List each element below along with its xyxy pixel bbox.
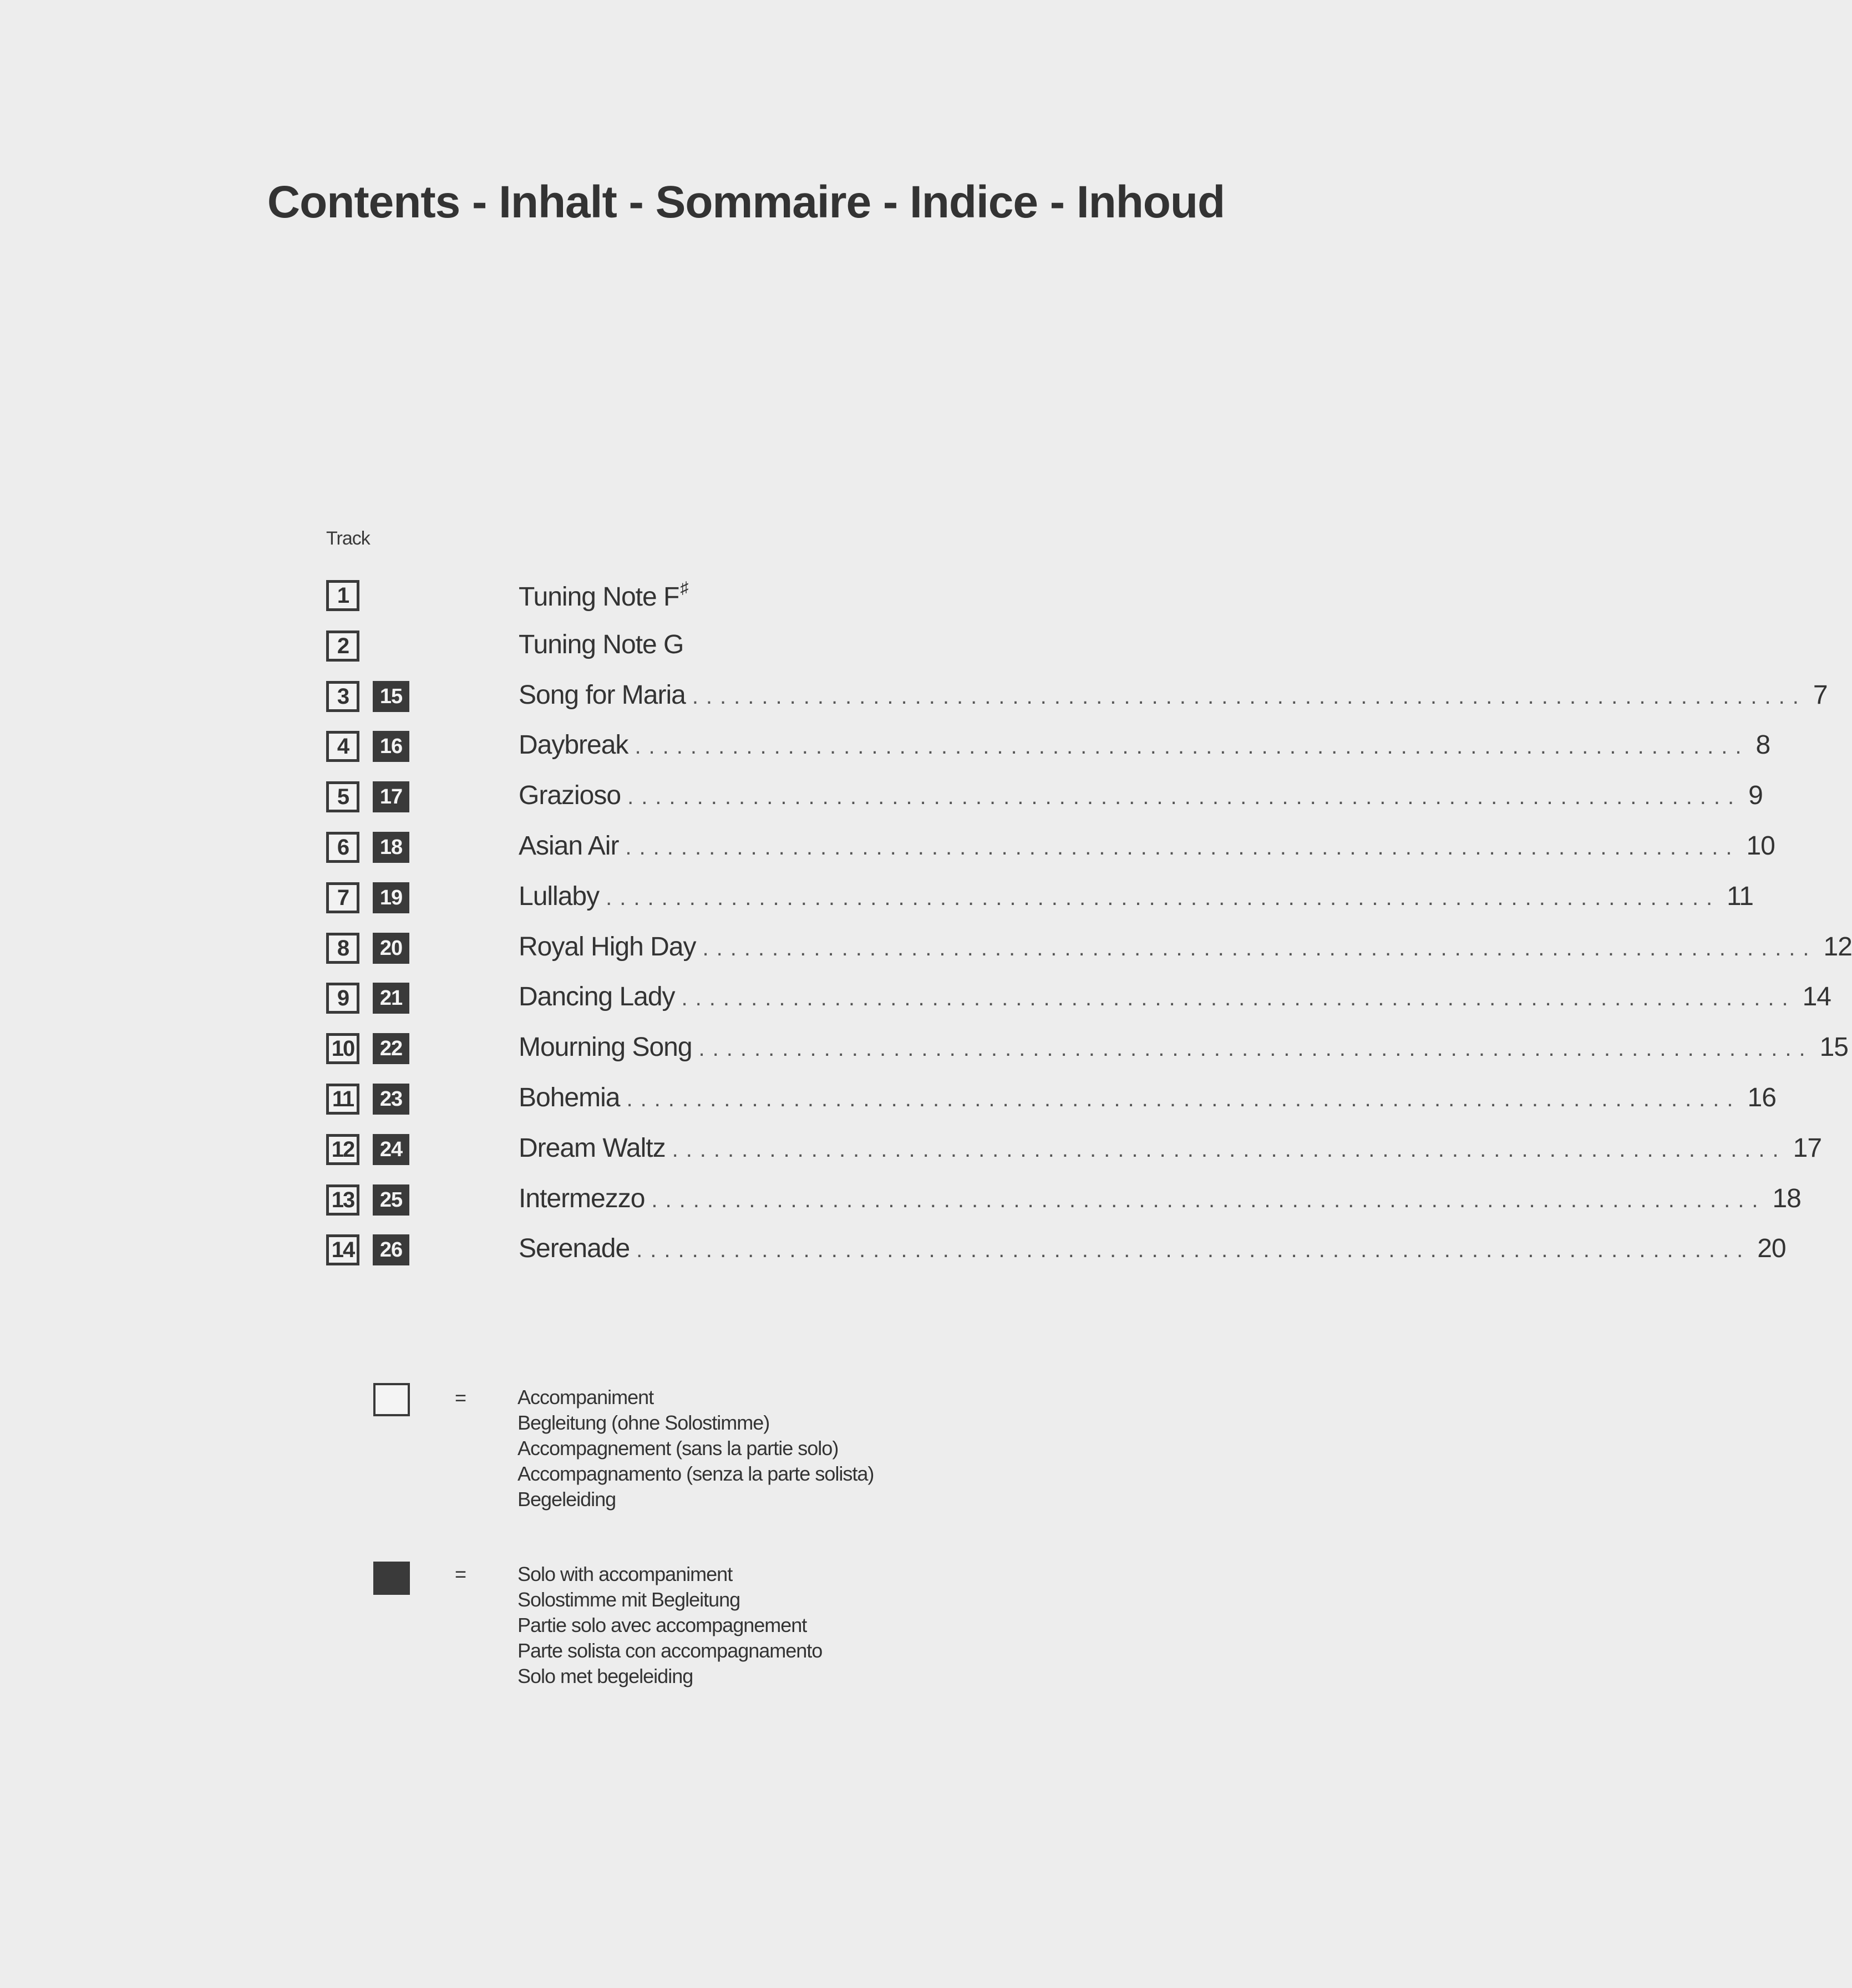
contents-row: [0, 680, 1828, 720]
piece-title: [519, 932, 696, 962]
contents-entry: [519, 629, 1134, 660]
contents-row: [0, 781, 1763, 820]
dot-leader: ................................................................................: [635, 734, 1749, 759]
dot-leader: ................................................................................: [636, 1238, 1751, 1262]
piece-title-text: Royal High Day: [519, 932, 696, 962]
contents-entry: [519, 680, 1828, 710]
piece-title-text: Song for Maria: [519, 680, 686, 710]
accompaniment-track-number: 11: [326, 1084, 359, 1115]
piece-title-text: Dancing Lady: [519, 982, 675, 1011]
accompaniment-track-number: 5: [326, 781, 359, 812]
contents-row: [0, 730, 1770, 770]
piece-title: [519, 1233, 630, 1264]
dot-leader: ................................................................................: [702, 936, 1817, 960]
piece-title-text: Grazioso: [519, 781, 621, 810]
accompaniment-track-number: 13: [326, 1184, 359, 1216]
contents-entry: [519, 579, 1134, 612]
piece-title-text: Intermezzo: [519, 1184, 645, 1213]
solo-track-number: 23: [373, 1084, 409, 1115]
piece-title: [519, 1082, 620, 1113]
legend-solo-text: [517, 1562, 822, 1689]
accompaniment-track-number: 3: [326, 681, 359, 712]
legend-solo-en: Solo with accompaniment: [517, 1563, 733, 1585]
contents-entry: [519, 730, 1770, 760]
piece-title-text: Lullaby: [519, 882, 600, 911]
legend-solo-fr: Partie solo avec accompagnement: [517, 1614, 807, 1636]
contents-row: [0, 1033, 1848, 1072]
piece-title: [519, 831, 618, 861]
accompaniment-track-number: 10: [326, 1033, 359, 1064]
solo-track-number: 22: [373, 1033, 409, 1064]
piece-title-text: Mourning Song: [519, 1033, 692, 1062]
solo-track-number: 17: [373, 781, 409, 812]
solo-track-number: 16: [373, 731, 409, 762]
contents-row: [0, 831, 1775, 871]
dot-leader: ................................................................................: [626, 1087, 1741, 1111]
contents-entry: [519, 831, 1775, 861]
contents-row: [0, 982, 1831, 1021]
solo-box-symbol: [373, 1562, 410, 1595]
piece-title-text: Bohemia: [519, 1083, 620, 1112]
piece-title: [519, 730, 628, 760]
contents-row: [0, 932, 1852, 972]
legend-equals-accompaniment: =: [455, 1386, 467, 1409]
legend-accompaniment-it: Accompagnamento (senza la parte solista): [517, 1462, 874, 1485]
contents-entry: [519, 1233, 1786, 1264]
contents-entry: [519, 1183, 1801, 1214]
legend-accompaniment-de: Begleitung (ohne Solostimme): [517, 1411, 770, 1434]
contents-row: [0, 1133, 1822, 1173]
contents-entry: [519, 1082, 1776, 1113]
dot-leader: ................................................................................: [627, 785, 1742, 809]
page-number: 10: [1746, 831, 1775, 861]
piece-title: [519, 1133, 666, 1163]
dot-leader: ................................................................................: [672, 1137, 1787, 1162]
page-number: 9: [1748, 781, 1763, 810]
dot-leader: ................................................................................: [651, 1188, 1766, 1212]
solo-track-number: 24: [373, 1134, 409, 1165]
legend-accompaniment-fr: Accompagnement (sans la partie solo): [517, 1437, 839, 1460]
contents-row: [0, 1184, 1801, 1223]
accompaniment-track-number: 12: [326, 1134, 359, 1165]
piece-title: [519, 1183, 645, 1214]
dot-leader: ................................................................................: [698, 1036, 1813, 1061]
legend-accompaniment-text: [517, 1385, 874, 1512]
page-title: Contents - Inhalt - Sommaire - Indice - Inhoud: [267, 177, 1225, 227]
solo-track-number: 15: [373, 681, 409, 712]
contents-entry: [519, 881, 1753, 912]
contents-entry: [519, 780, 1763, 811]
sharp-sign: ♯: [680, 579, 688, 597]
solo-track-number: 25: [373, 1184, 409, 1216]
contents-entry: [519, 932, 1852, 962]
contents-entry: [519, 1133, 1822, 1163]
contents-row: [0, 1234, 1786, 1273]
page-number: 12: [1823, 932, 1852, 962]
solo-track-number: 20: [373, 933, 409, 964]
piece-title-text: Tuning Note G: [519, 630, 684, 659]
piece-title-text: Serenade: [519, 1234, 630, 1263]
piece-title: [519, 680, 686, 710]
legend-solo-de: Solostimme mit Begleitung: [517, 1588, 740, 1611]
accompaniment-track-number: 6: [326, 832, 359, 863]
piece-title: [519, 982, 675, 1012]
accompaniment-track-number: 9: [326, 983, 359, 1014]
solo-track-number: 19: [373, 882, 409, 913]
piece-title: [519, 780, 621, 811]
page-number: 17: [1793, 1133, 1822, 1163]
page-number: 16: [1747, 1083, 1776, 1112]
contents-row: [0, 882, 1753, 921]
dot-leader: ................................................................................: [625, 835, 1740, 860]
piece-title: [519, 881, 599, 912]
track-column-heading: Track: [326, 528, 370, 549]
page-number: 7: [1813, 680, 1828, 710]
page-number: 18: [1772, 1184, 1801, 1213]
solo-track-number: 21: [373, 983, 409, 1014]
page-number: 14: [1802, 982, 1831, 1011]
piece-title-text: Dream Waltz: [519, 1133, 666, 1163]
contents-entry: [519, 982, 1831, 1012]
piece-title: [519, 1032, 692, 1062]
accompaniment-track-number: 14: [326, 1234, 359, 1265]
piece-title: [519, 629, 683, 660]
piece-title-text: Tuning Note F: [519, 582, 679, 612]
legend-accompaniment-nl: Begeleiding: [517, 1488, 616, 1511]
contents-row: [0, 1083, 1776, 1122]
page-number: 20: [1757, 1234, 1786, 1263]
dot-leader: ................................................................................: [606, 886, 1721, 910]
accompaniment-track-number: 4: [326, 731, 359, 762]
legend-equals-solo: =: [455, 1563, 467, 1585]
accompaniment-track-number: 7: [326, 882, 359, 913]
page-number: 11: [1727, 882, 1753, 911]
piece-title: [519, 579, 688, 612]
legend-accompaniment-en: Accompaniment: [517, 1386, 654, 1409]
dot-leader: ................................................................................: [692, 684, 1807, 709]
accompaniment-track-number: 2: [326, 631, 359, 662]
piece-title-text: Daybreak: [519, 730, 628, 760]
accompaniment-track-number: 1: [326, 580, 359, 611]
piece-title-text: Asian Air: [519, 831, 619, 861]
solo-track-number: 18: [373, 832, 409, 863]
page-number: 8: [1755, 730, 1770, 760]
accompaniment-box-symbol: [373, 1383, 410, 1416]
contents-entry: [519, 1032, 1848, 1062]
dot-leader: ................................................................................: [681, 986, 1796, 1010]
contents-row: [0, 631, 1445, 669]
legend-solo-nl: Solo met begeleiding: [517, 1665, 693, 1687]
accompaniment-track-number: 8: [326, 933, 359, 964]
page-number: 15: [1819, 1033, 1848, 1062]
solo-track-number: 26: [373, 1234, 409, 1265]
contents-row: [0, 580, 1445, 619]
legend-solo-it: Parte solista con accompagnamento: [517, 1639, 823, 1662]
